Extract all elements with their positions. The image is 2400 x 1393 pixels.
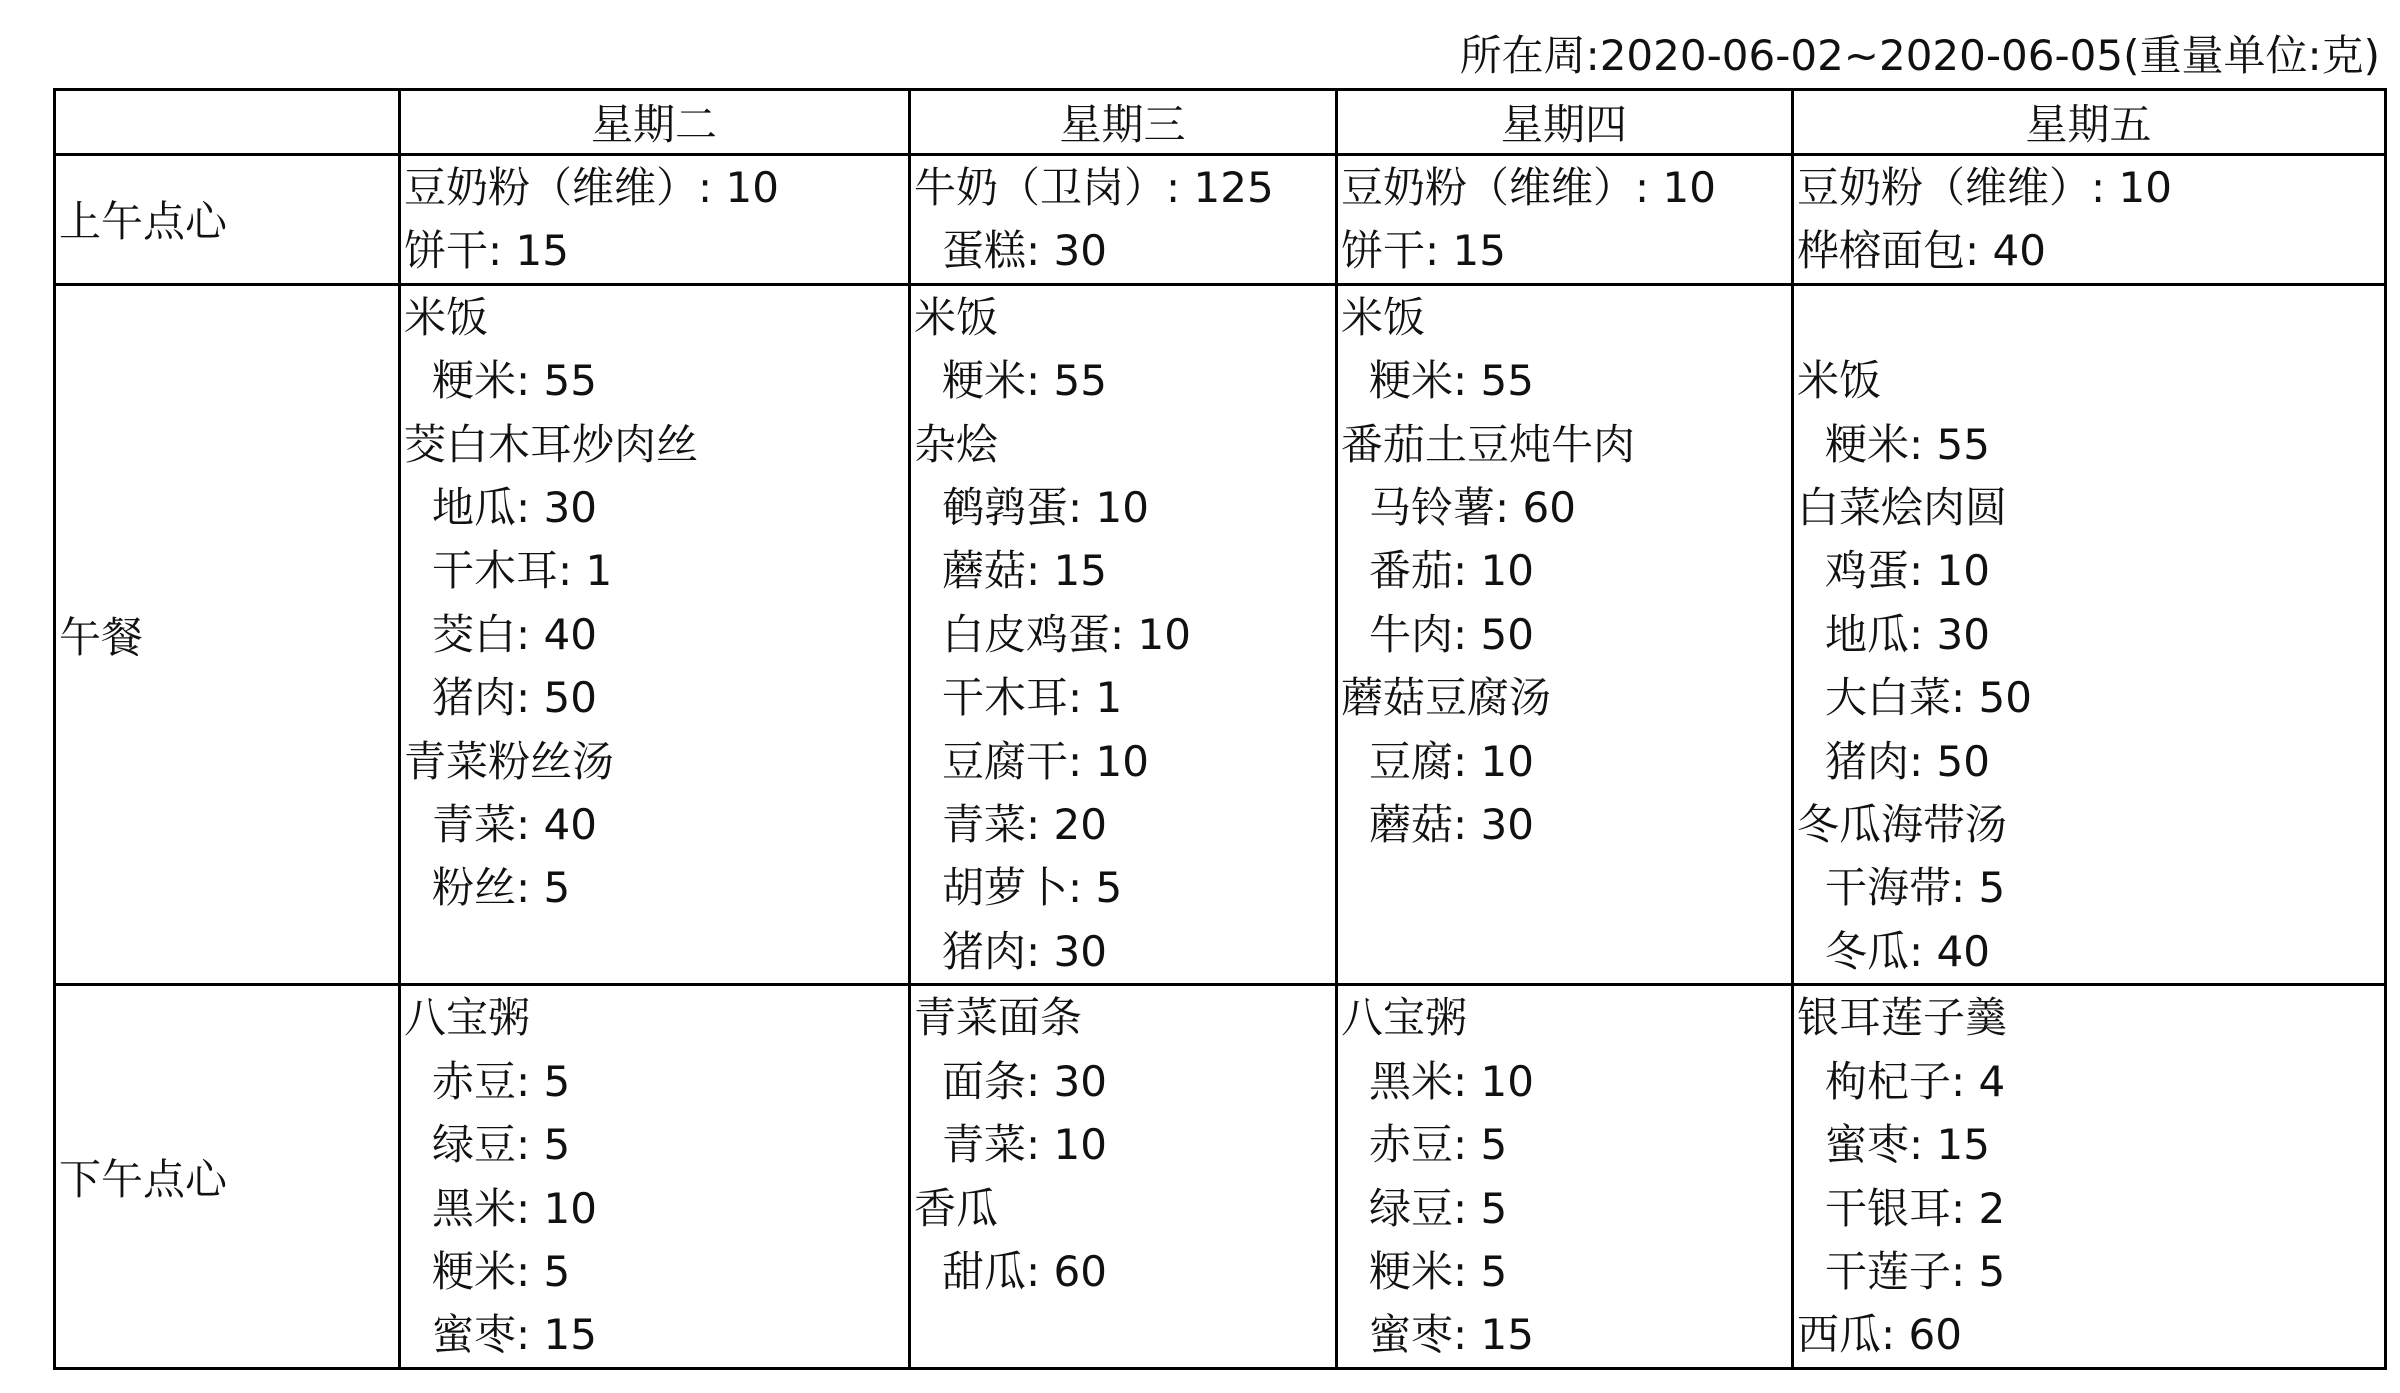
ingredient: 甜瓜: 60: [942, 1246, 1107, 1296]
meal-label: 上午点心: [55, 155, 400, 285]
ingredient: 地瓜: 30: [432, 483, 597, 533]
lunch-row: [55, 284, 2386, 984]
dish-name: 青菜粉丝汤: [404, 736, 615, 786]
menu-cell: [1793, 284, 2386, 984]
ingredient: 蜜枣: 15: [432, 1310, 597, 1360]
menu-item: 豆奶粉（维维）: 10: [1341, 163, 1716, 212]
ingredient: 绿豆: 5: [1369, 1183, 1508, 1233]
ingredient: 胡萝卜: 5: [942, 863, 1123, 913]
dish-name: 米饭: [1797, 356, 1882, 406]
dish-name: 白菜烩肉圆: [1797, 483, 2008, 533]
menu-item: 饼干: 15: [404, 226, 569, 276]
ingredient: 青菜: 40: [432, 800, 597, 850]
menu-cell: [400, 284, 910, 984]
ingredient: 猪肉: 50: [1825, 736, 1990, 786]
ingredient: 蘑菇: 30: [1369, 800, 1534, 850]
dish-name: 冬瓜海带汤: [1797, 800, 2008, 850]
ingredient: 粳米: 55: [942, 356, 1107, 406]
ingredient: 粉丝: 5: [432, 863, 571, 913]
dish-name: 银耳莲子羹: [1797, 993, 2008, 1043]
menu-cell: [400, 985, 910, 1368]
ingredient: 猪肉: 30: [942, 926, 1107, 976]
ingredient: 鹌鹑蛋: 10: [942, 483, 1149, 533]
ingredient: 赤豆: 5: [1369, 1120, 1508, 1170]
ingredient: 枸杞子: 4: [1825, 1056, 2006, 1106]
menu-cell: [910, 284, 1337, 984]
dish-name: 青菜面条: [914, 993, 1083, 1043]
ingredient: 干银耳: 2: [1825, 1183, 2006, 1233]
menu-cell: [910, 155, 1337, 285]
ingredient: 白皮鸡蛋: 10: [942, 609, 1191, 659]
ingredient: 面条: 30: [942, 1056, 1107, 1106]
menu-table: [53, 88, 2387, 1370]
ingredient: 豆腐: 10: [1369, 736, 1534, 786]
dish-name: 西瓜: 60: [1797, 1310, 1962, 1360]
ingredient: 地瓜: 30: [1825, 609, 1990, 659]
menu-cell: [1337, 155, 1793, 285]
day-header: 星期二: [400, 90, 910, 155]
dish-name: 米饭: [404, 292, 489, 342]
meal-label: 下午点心: [55, 985, 400, 1368]
blank-line: [1797, 286, 2380, 349]
ingredient: 猪肉: 50: [432, 673, 597, 723]
ingredient: 茭白: 40: [432, 609, 597, 659]
dish-name: 八宝粥: [404, 993, 531, 1043]
menu-item: 饼干: 15: [1341, 226, 1506, 276]
morning-row: [55, 155, 2386, 285]
ingredient: 青菜: 10: [942, 1120, 1107, 1170]
dish-name: 番茄土豆炖牛肉: [1341, 419, 1636, 469]
ingredient: 干木耳: 1: [942, 673, 1123, 723]
day-header: 星期五: [1793, 90, 2386, 155]
ingredient: 干木耳: 1: [432, 546, 613, 596]
dish-name: 香瓜: [914, 1183, 999, 1233]
dish-name: 米饭: [914, 292, 999, 342]
ingredient: 绿豆: 5: [432, 1120, 571, 1170]
menu-cell: [1337, 284, 1793, 984]
dish-name: 蘑菇豆腐汤: [1341, 673, 1552, 723]
day-header: 星期四: [1337, 90, 1793, 155]
menu-cell: [1793, 155, 2386, 285]
ingredient: 粳米: 55: [432, 356, 597, 406]
ingredient: 蘑菇: 15: [942, 546, 1107, 596]
afternoon-row: [55, 985, 2386, 1368]
corner-cell: [55, 90, 400, 155]
ingredient: 粳米: 5: [1369, 1246, 1508, 1296]
menu-item: 牛奶（卫岗）: 125: [914, 163, 1274, 212]
ingredient: 蜜枣: 15: [1369, 1310, 1534, 1360]
ingredient: 粳米: 55: [1825, 419, 1990, 469]
ingredient: 大白菜: 50: [1825, 673, 2032, 723]
ingredient: 牛肉: 50: [1369, 609, 1534, 659]
dish-name: 杂烩: [914, 419, 999, 469]
meal-label: 午餐: [55, 284, 400, 984]
dish-name: 八宝粥: [1341, 993, 1468, 1043]
day-header: 星期三: [910, 90, 1337, 155]
header-row: [55, 90, 2386, 155]
ingredient: 干莲子: 5: [1825, 1246, 2006, 1296]
ingredient: 黑米: 10: [432, 1183, 597, 1233]
menu-cell: [400, 155, 910, 285]
menu-cell: [1337, 985, 1793, 1368]
menu-cell: [910, 985, 1337, 1368]
week-caption: 所在周:2020-06-02~2020-06-05(重量单位:克): [1459, 31, 2380, 80]
ingredient: 鸡蛋: 10: [1825, 546, 1990, 596]
dish-name: 茭白木耳炒肉丝: [404, 419, 699, 469]
ingredient: 赤豆: 5: [432, 1056, 571, 1106]
ingredient: 粳米: 55: [1369, 356, 1534, 406]
ingredient: 马铃薯: 60: [1369, 483, 1576, 533]
menu-item: 蛋糕: 30: [942, 226, 1107, 276]
menu-cell: [1793, 985, 2386, 1368]
menu-item: 桦榕面包: 40: [1797, 226, 2046, 276]
ingredient: 青菜: 20: [942, 800, 1107, 850]
ingredient: 番茄: 10: [1369, 546, 1534, 596]
ingredient: 干海带: 5: [1825, 863, 2006, 913]
ingredient: 黑米: 10: [1369, 1056, 1534, 1106]
ingredient: 豆腐干: 10: [942, 736, 1149, 786]
ingredient: 蜜枣: 15: [1825, 1120, 1990, 1170]
menu-item: 豆奶粉（维维）: 10: [1797, 163, 2172, 212]
ingredient: 冬瓜: 40: [1825, 926, 1990, 976]
menu-item: 豆奶粉（维维）: 10: [404, 163, 779, 212]
ingredient: 粳米: 5: [432, 1246, 571, 1296]
dish-name: 米饭: [1341, 292, 1426, 342]
